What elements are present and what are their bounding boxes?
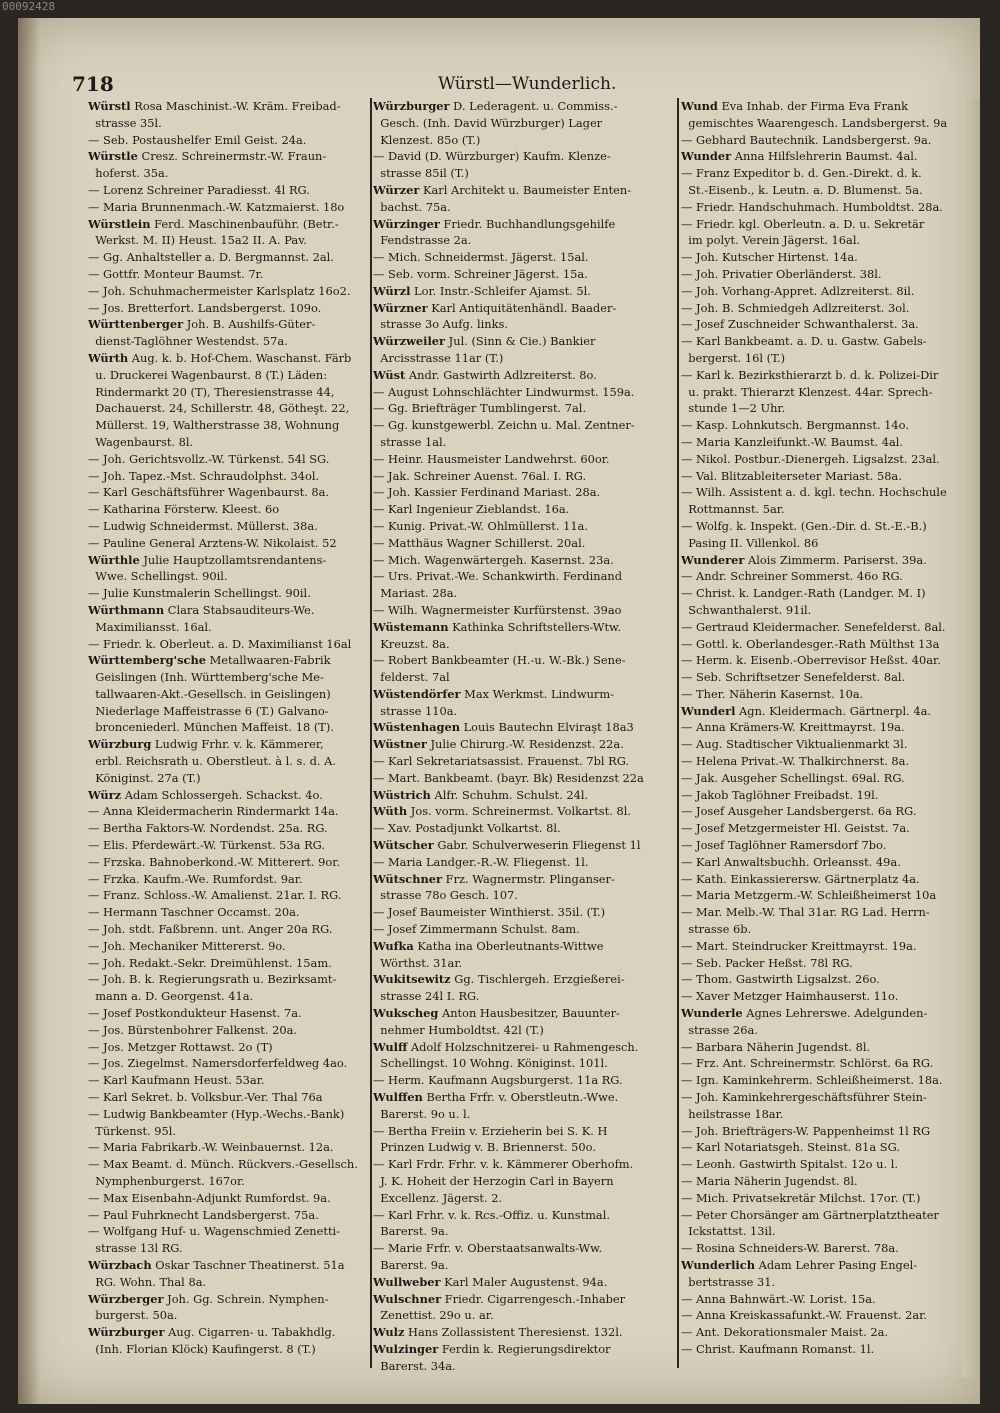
directory-entry: Würstl Rosa Maschinist.-W. Kräm. Freibad- xyxy=(88,99,341,113)
directory-entry: Wüstrich Alfr. Schuhm. Schulst. 24l. xyxy=(373,787,589,802)
directory-entry: — Jos. Ziegelmst. Namersdorferfeldweg 4ao. xyxy=(88,1056,348,1071)
directory-entry: — Ther. Näherin Kasernst. 10a. xyxy=(681,686,864,701)
directory-entry: strasse 24l I. RG. xyxy=(373,989,480,1004)
directory-entry: — Joh. Kaminkehrergeschäftsführer Stein- xyxy=(681,1090,927,1105)
directory-entry: Ickstattst. 13il. xyxy=(681,1224,776,1239)
directory-entry: — Jakob Taglöhner Freibadst. 19l. xyxy=(681,787,879,802)
directory-entry: — Karl Notariatsgeh. Steinst. 81a SG. xyxy=(681,1140,900,1155)
directory-entry: — Kasp. Lohnkutsch. Bergmannst. 14o. xyxy=(681,418,909,433)
directory-entry: — Josef Metzgermeister Hl. Geistst. 7a. xyxy=(681,821,910,836)
directory-entry: — Wolfgang Huf- u. Wagenschmied Zenetti- xyxy=(88,1224,341,1239)
directory-entry: Wunderlich Adam Lehrer Pasing Engel- xyxy=(681,1257,918,1272)
directory-entry: — Karl Sekret. b. Volksbur.-Ver. Thal 76a xyxy=(88,1090,323,1105)
directory-entry: — Gg. Briefträger Tumblingerst. 7al. xyxy=(373,401,587,416)
directory-entry: — Thom. Gastwirth Ligsalzst. 26o. xyxy=(681,972,880,987)
directory-entry: — Seb. Schriftsetzer Senefelderst. 8al. xyxy=(681,670,906,685)
directory-entry: Geislingen (Inh. Württemberg'sche Me- xyxy=(88,670,324,685)
directory-entry: Wwe. Schellingst. 90il. xyxy=(88,569,228,584)
directory-entry: Wüstemann Kathinka Schriftstellers-Wtw. xyxy=(373,619,622,634)
directory-entry: hoferst. 35a. xyxy=(88,166,169,181)
directory-entry: — Wolfg. k. Inspekt. (Gen.-Dir. d. St.-E.-B.) xyxy=(681,518,927,533)
directory-entry: erbl. Reichsrath u. Oberstleut. à l. s. d. A. xyxy=(88,754,337,769)
directory-entry: — August Lohnschlächter Lindwurmst. 159a. xyxy=(373,384,635,399)
directory-entry: Maximiliansst. 16al. xyxy=(88,619,212,634)
directory-entry: — Maria Landger.-R.-W. Fliegenst. 1l. xyxy=(373,854,589,869)
column-2 xyxy=(373,98,668,1375)
directory-entry: — Maria Kanzleifunkt.-W. Baumst. 4al. xyxy=(681,434,904,449)
directory-entry: heilstrasse 18ar. xyxy=(681,1106,784,1121)
directory-entry: Wunderle Agnes Lehrerswe. Adelgunden- xyxy=(681,1006,928,1021)
directory-entry: — Seb. Postaushelfer Emil Geist. 24a. xyxy=(88,132,307,147)
directory-entry: Wund Eva Inhab. der Firma Eva Frank xyxy=(681,99,908,113)
directory-entry: strasse 26a. xyxy=(681,1022,758,1037)
directory-entry: — Joh. Tapez.-Mst. Schraudolphst. 34ol. xyxy=(88,468,320,483)
directory-entry: strasse 110a. xyxy=(373,703,458,718)
directory-entry: Werkst. M. II) Heust. 15a2 II. A. Pav. xyxy=(88,233,307,248)
directory-entry: bachst. 75a. xyxy=(373,199,451,214)
directory-entry: — Mich. Privatsekretär Milchst. 17or. (T.) xyxy=(681,1190,921,1205)
directory-entry: — Joh. B. k. Regierungsrath u. Bezirksamt- xyxy=(88,972,337,987)
directory-entry: — Nikol. Postbur.-Dienergeh. Ligsalzst. 23al. xyxy=(681,451,940,466)
column-1 xyxy=(88,98,378,1358)
directory-entry: — Joh. stdt. Faßbrenn. unt. Anger 20a RG. xyxy=(88,922,333,937)
directory-entry: Dachauerst. 24, Schillerstr. 48, Götheşt. 22, xyxy=(88,401,350,416)
directory-entry: — Jak. Ausgeher Schellingst. 69al. RG. xyxy=(681,770,905,785)
directory-entry: Wunderl Agn. Kleidermach. Gärtnerpl. 4a. xyxy=(681,703,931,718)
directory-entry: Klenzest. 85o (T.) xyxy=(373,132,481,147)
directory-entry: — Joh. Schuhmachermeister Karlsplatz 16o2. xyxy=(88,283,351,298)
directory-entry: — Seb. Packer Heßst. 78l RG. xyxy=(681,955,853,970)
directory-entry: Rottmannst. 5ar. xyxy=(681,502,785,517)
directory-entry: strasse 85il (T.) xyxy=(373,166,469,181)
directory-entry: — Josef Baumeister Winthierst. 35il. (T.) xyxy=(373,905,606,920)
directory-entry: Würth Aug. k. b. Hof-Chem. Waschanst. Färb xyxy=(88,350,352,365)
directory-entry: Wüstendörfer Max Werkmst. Lindwurm- xyxy=(373,686,614,701)
directory-entry: — Maria Brunnenmach.-W. Katzmaierst. 18o xyxy=(88,199,345,214)
directory-entry: — Joh. B. Schmiedgeh Adlzreiterst. 3ol. xyxy=(681,300,910,315)
directory-entry: — Mich. Schneidermst. Jägerst. 15al. xyxy=(373,250,589,265)
directory-entry: Würthmann Clara Stabsauditeurs-We. xyxy=(88,602,315,617)
directory-entry: — Seb. vorm. Schreiner Jägerst. 15a. xyxy=(373,266,588,281)
directory-entry: Gesch. (Inh. David Würzburger) Lager xyxy=(373,115,603,130)
directory-entry: — Julie Kunstmalerin Schellingst. 90il. xyxy=(88,586,311,601)
directory-entry: Würzer Karl Architekt u. Baumeister Enten- xyxy=(373,182,632,197)
directory-entry: Wulzinger Ferdin k. Regierungsdirektor xyxy=(373,1341,611,1356)
directory-entry: — Joh. Redakt.-Sekr. Dreimühlenst. 15am. xyxy=(88,955,332,970)
directory-entry: — Kath. Einkassierersw. Gärtnerplatz 4a. xyxy=(681,871,920,886)
directory-entry: Excellenz. Jägerst. 2. xyxy=(373,1190,503,1205)
column-divider xyxy=(677,98,679,1368)
directory-entry: Würthle Julie Hauptzollamtsrendantens- xyxy=(88,552,327,567)
directory-entry: — Joh. Privatier Oberländerst. 38l. xyxy=(681,266,882,281)
directory-entry: — Gg. kunstgewerbl. Zeichn u. Mal. Zentner- xyxy=(373,418,635,433)
directory-entry: Würzl Lor. Instr.-Schleifer Ajamst. 5l. xyxy=(373,283,591,298)
directory-entry: Zenettist. 29o u. ar. xyxy=(373,1308,494,1323)
directory-entry: Barerst. 34a. xyxy=(373,1358,456,1373)
directory-entry: — Heinr. Hausmeister Landwehrst. 60or. xyxy=(373,451,610,466)
directory-entry: — Ant. Dekorationsmaler Maist. 2a. xyxy=(681,1325,888,1340)
directory-entry: — Mich. Wagenwärtergeh. Kasernst. 23a. xyxy=(373,552,614,567)
directory-entry: Barerst. 9o u. l. xyxy=(373,1106,471,1121)
directory-entry: — Maria Fabrikarb.-W. Weinbauernst. 12a. xyxy=(88,1140,334,1155)
directory-entry: — Gottl. k. Oberlandesger.-Rath Mülthst 13a xyxy=(681,636,940,651)
directory-entry: Wukitsewitz Gg. Tischlergeh. Erzgießerei- xyxy=(373,972,625,987)
directory-entry: — Pauline General Arztens-W. Nikolaist. 52 xyxy=(88,535,337,550)
directory-entry: Würstle Cresz. Schreinermstr.-W. Fraun- xyxy=(88,149,327,164)
directory-entry: — Anna Bahnwärt.-W. Lorist. 15a. xyxy=(681,1291,876,1306)
directory-entry: — Ludwig Bankbeamter (Hyp.-Wechs.-Bank) xyxy=(88,1106,345,1121)
directory-entry: J. K. Hoheit der Herzogin Carl in Bayern xyxy=(373,1174,614,1188)
directory-entry: — Karl Sekretariatsassist. Frauenst. 7bl RG. xyxy=(373,754,630,769)
directory-entry: Fendstrasse 2a. xyxy=(373,233,472,248)
directory-entry: — Karl Kaufmann Heust. 53ar. xyxy=(88,1073,265,1088)
directory-entry: — Jos. Metzger Rottawst. 2o (T) xyxy=(88,1039,273,1054)
directory-entry: — Christ. k. Landger.-Rath (Landger. M. I) xyxy=(681,586,926,601)
directory-entry: — Elis. Pferdewärt.-W. Türkenst. 53a RG. xyxy=(88,838,325,853)
directory-entry: — Frzska. Bahnoberkond.-W. Mitterert. 9or. xyxy=(88,854,341,869)
directory-entry: Württenberger Joh. B. Aushilfs-Güter- xyxy=(88,317,316,332)
directory-entry: stunde 1—2 Uhr. xyxy=(681,401,786,416)
directory-entry: u. Druckerei Wagenbaurst. 8 (T.) Läden: xyxy=(88,367,328,382)
directory-entry: Würzweiler Jul. (Sinn & Cie.) Bankier xyxy=(373,334,596,349)
directory-entry: mann a. D. Georgenst. 41a. xyxy=(88,989,254,1004)
directory-entry: — Friedr. Handschuhmach. Humboldtst. 28a. xyxy=(681,199,943,214)
directory-entry: — Karl Frdr. Frhr. v. k. Kämmerer Oberhofm. xyxy=(373,1157,634,1172)
directory-entry: — Mart. Bankbeamt. (bayr. Bk) Residenzst 22a xyxy=(373,770,644,785)
directory-entry: — Ign. Kaminkehrerm. Schleißheimerst. 18a. xyxy=(681,1073,943,1088)
directory-entry: Wulffen Bertha Frfr. v. Oberstleutn.-Wwe. xyxy=(373,1090,619,1105)
directory-entry: im polyt. Verein Jägerst. 16al. xyxy=(681,233,861,248)
directory-entry: Württemberg'sche Metallwaaren-Fabrik xyxy=(88,653,331,668)
directory-entry: Wüth Jos. vorm. Schreinermst. Volkartst. 8l. xyxy=(373,804,631,819)
directory-entry: strasse 78o Gesch. 107. xyxy=(373,888,518,903)
directory-entry: — Karl Frhr. v. k. Rcs.-Offiz. u. Kunstmal. xyxy=(373,1207,610,1222)
directory-entry: — Franz Expeditor b. d. Gen.-Direkt. d. k. xyxy=(681,166,922,181)
directory-entry: nehmer Humboldtst. 42l (T.) xyxy=(373,1022,544,1037)
directory-entry: Wulff Adolf Holzschnitzerei- u Rahmengesch. xyxy=(373,1039,639,1054)
directory-entry: — Ludwig Schneidermst. Müllerst. 38a. xyxy=(88,518,318,533)
directory-entry: — Maria Näherin Jugendst. 8l. xyxy=(681,1174,858,1188)
directory-entry: — Gebhard Bautechnik. Landsbergerst. 9a. xyxy=(681,132,932,147)
directory-entry: — Val. Blitzableiterseter Mariast. 58a. xyxy=(681,468,902,483)
directory-entry: Würzburg Ludwig Frhr. v. k. Kämmerer, xyxy=(88,737,324,752)
directory-entry: — Lorenz Schreiner Paradiesst. 4l RG. xyxy=(88,182,310,197)
directory-entry: felderst. 7al xyxy=(373,670,450,685)
directory-entry: — Barbara Näherin Jugendst. 8l. xyxy=(681,1039,871,1054)
directory-entry: — Gottfr. Monteur Baumst. 7r. xyxy=(88,266,264,281)
directory-entry: Kreuzst. 8a. xyxy=(373,636,450,651)
directory-entry: strasse 35l. xyxy=(88,115,162,130)
directory-entry: Wullweber Karl Maler Augustenst. 94a. xyxy=(373,1274,608,1289)
directory-entry: Barerst. 9a. xyxy=(373,1257,449,1272)
directory-entry: Wüstenhagen Louis Bautechn Elviraşt 18a3 xyxy=(373,720,634,735)
directory-entry: — Xaver Metzger Haimhauserst. 11o. xyxy=(681,989,899,1004)
directory-entry: burgerst. 50a. xyxy=(88,1308,178,1323)
directory-entry: — Karl Bankbeamt. a. D. u. Gastw. Gabels- xyxy=(681,334,927,349)
directory-entry: Würzburger Aug. Cigarren- u. Tabakhdlg. xyxy=(88,1325,336,1340)
directory-entry: — Karl k. Bezirksthierarzt b. d. k. Polizei-Dir xyxy=(681,367,939,382)
directory-entry: — Mar. Melb.-W. Thal 31ar. RG Lad. Herrn- xyxy=(681,905,930,920)
directory-entry: Wukscheg Anton Hausbesitzer, Bauunter- xyxy=(373,1006,620,1021)
directory-entry: Wüst Andr. Gastwirth Adlzreiterst. 8o. xyxy=(373,367,597,382)
directory-entry: — Jak. Schreiner Auenst. 76al. I. RG. xyxy=(373,468,587,483)
directory-entry: — David (D. Würzburger) Kaufm. Klenze- xyxy=(373,149,611,164)
directory-entry: Wüstner Julie Chirurg.-W. Residenzst. 22a. xyxy=(373,737,624,752)
directory-entry: — Anna Kreiskassafunkt.-W. Frauenst. 2ar. xyxy=(681,1308,927,1323)
directory-entry: — Frzka. Kaufm.-We. Rumfordst. 9ar. xyxy=(88,871,303,886)
directory-entry: gemischtes Waarengesch. Landsbergerst. 9a xyxy=(681,115,948,130)
directory-entry: u. prakt. Thierarzt Klenzest. 44ar. Sprech- xyxy=(681,384,933,399)
directory-entry: — Joh. Vorhang-Appret. Adlzreiterst. 8il. xyxy=(681,283,915,298)
directory-entry: — Leonh. Gastwirth Spitalst. 12o u. l. xyxy=(681,1157,899,1172)
directory-entry: — Gg. Anhaltsteller a. D. Bergmannst. 2al. xyxy=(88,250,334,265)
directory-entry: — Joh. Gerichtsvollz.-W. Türkenst. 54l SG. xyxy=(88,451,330,466)
directory-entry: Wütschner Frz. Wagnermstr. Plinganser- xyxy=(373,871,615,886)
directory-entry: — Max Beamt. d. Münch. Rückvers.-Gesellsch. xyxy=(88,1157,358,1172)
directory-entry: — Franz. Schloss.-W. Amalienst. 21ar. I. RG. xyxy=(88,888,342,903)
directory-entry: — Paul Fuhrknecht Landsbergerst. 75a. xyxy=(88,1207,319,1222)
directory-entry: Niederlage Maffeistrasse 6 (T.) Galvano- xyxy=(88,703,329,718)
directory-entry: bergerst. 16l (T.) xyxy=(681,350,786,365)
directory-entry: — Marie Frfr. v. Oberstaatsanwalts-Ww. xyxy=(373,1241,603,1256)
directory-entry: — Joh. Briefträgers-W. Pappenheimst 1l RG xyxy=(681,1123,931,1138)
directory-entry: Wufka Katha ina Oberleutnants-Wittwe xyxy=(373,938,604,953)
binding-shadow xyxy=(18,18,40,1404)
directory-entry: — Xav. Postadjunkt Volkartst. 8l. xyxy=(373,821,561,836)
directory-entry: — Herm. Kaufmann Augsburgerst. 11a RG. xyxy=(373,1073,623,1088)
directory-entry: — Gertraud Kleidermacher. Senefelderst. 8al. xyxy=(681,619,946,634)
directory-entry: — Josef Zuschneider Schwanthalerst. 3a. xyxy=(681,317,919,332)
directory-entry: Königinst. 27a (T.) xyxy=(88,770,201,785)
directory-entry: Schellingst. 10 Wohng. Königinst. 101l. xyxy=(373,1056,608,1071)
directory-entry: Wörthst. 31ar. xyxy=(373,955,463,970)
directory-entry: — Herm. k. Eisenb.-Oberrevisor Heßst. 40ar. xyxy=(681,653,941,668)
directory-entry: — Joh. Kassier Ferdinand Mariast. 28a. xyxy=(373,485,601,500)
directory-entry: RG. Wohn. Thal 8a. xyxy=(88,1274,207,1289)
directory-entry: — Rosina Schneiders-W. Barerst. 78a. xyxy=(681,1241,899,1256)
directory-entry: Arcisstrasse 11ar (T.) xyxy=(373,350,504,365)
directory-entry: bertstrasse 31. xyxy=(681,1274,776,1289)
directory-entry: — Mart. Steindrucker Kreittmayrst. 19a. xyxy=(681,938,917,953)
directory-entry: Würzbach Oskar Taschner Theatinerst. 51a xyxy=(88,1257,345,1272)
directory-entry: — Friedr. k. Oberleut. a. D. Maximilianst 16al xyxy=(88,636,352,651)
directory-entry: Würzner Karl Antiquitätenhändl. Baader- xyxy=(373,300,617,315)
directory-entry: Pasing II. Villenkol. 86 xyxy=(681,535,819,550)
directory-entry: tallwaaren-Akt.-Gesellsch. in Geislingen) xyxy=(88,686,331,701)
directory-entry: — Josef Taglöhner Ramersdorf 7bo. xyxy=(681,838,887,853)
directory-entry: — Joh. Mechaniker Mittererst. 9o. xyxy=(88,938,286,953)
page-number: 718 xyxy=(72,72,114,96)
directory-entry: Würz Adam Schlossergeh. Schackst. 4o. xyxy=(88,787,323,802)
directory-entry: — Karl Ingenieur Zieblandst. 16a. xyxy=(373,502,570,517)
directory-entry: Schwanthalerst. 91il. xyxy=(681,602,812,617)
directory-entry: Müllerst. 19, Waltherstrasse 38, Wohnung xyxy=(88,418,340,433)
directory-entry: Barerst. 9a. xyxy=(373,1224,449,1239)
directory-entry: — Max Eisenbahn-Adjunkt Rumfordst. 9a. xyxy=(88,1190,331,1205)
directory-entry: Wunderer Alois Zimmerm. Pariserst. 39a. xyxy=(681,552,927,567)
directory-entry: St.-Eisenb., k. Leutn. a. D. Blumenst. 5a. xyxy=(681,182,923,197)
directory-entry: — Anna Krämers-W. Kreittmayrst. 19a. xyxy=(681,720,905,735)
directory-entry: — Josef Postkondukteur Hasenst. 7a. xyxy=(88,1006,302,1021)
directory-entry: Mariast. 28a. xyxy=(373,586,458,601)
directory-entry: — Joh. Kutscher Hirtenst. 14a. xyxy=(681,250,858,265)
directory-entry: — Bertha Freiin v. Erzieherin bei S. K. H xyxy=(373,1123,608,1138)
directory-entry: — Josef Ausgeher Landsbergerst. 6a RG. xyxy=(681,804,917,819)
directory-entry: dienst-Taglöhner Westendst. 57a. xyxy=(88,334,288,349)
directory-entry: — Anna Kleidermacherin Rindermarkt 14a. xyxy=(88,804,339,819)
column-3 xyxy=(681,98,971,1358)
directory-entry: Wulschner Friedr. Cigarrengesch.-Inhaber xyxy=(373,1291,626,1306)
directory-entry: — Helena Privat.-W. Thalkirchnerst. 8a. xyxy=(681,754,910,769)
directory-entry: — Katharina Försterw. Kleest. 6o xyxy=(88,502,280,517)
directory-entry: — Karl Anwaltsbuchh. Orleansst. 49a. xyxy=(681,854,901,869)
directory-entry: Rindermarkt 20 (T), Theresienstrasse 44, xyxy=(88,384,335,399)
directory-entry: — Aug. Stadtischer Viktualienmarkt 3l. xyxy=(681,737,908,752)
directory-entry: Würzburger D. Lederagent. u. Commiss.- xyxy=(373,99,618,113)
directory-entry: — Hermann Taschner Occamst. 20a. xyxy=(88,905,300,920)
directory-entry: — Kunig. Privat.-W. Ohlmüllerst. 11a. xyxy=(373,518,588,533)
directory-entry: — Peter Chorsänger am Gärtnerplatztheater xyxy=(681,1207,939,1222)
scan-id: 00092428 xyxy=(2,0,55,13)
directory-entry: strasse 13l RG. xyxy=(88,1241,183,1256)
directory-entry: — Urs. Privat.-We. Schankwirth. Ferdinand xyxy=(373,569,623,584)
directory-entry: — Friedr. kgl. Oberleutn. a. D. u. Sekretär xyxy=(681,216,925,231)
directory-entry: Türkenst. 95l. xyxy=(88,1123,177,1138)
directory-entry: — Wilh. Wagnermeister Kurfürstenst. 39ao xyxy=(373,602,622,617)
directory-entry: strasse 6b. xyxy=(681,922,752,937)
directory-entry: Wütscher Gabr. Schulverweserin Fliegenst 1l xyxy=(373,838,641,853)
directory-entry: Würzberger Joh. Gg. Schrein. Nymphen- xyxy=(88,1291,329,1306)
directory-entry: Wagenbaurst. 8l. xyxy=(88,434,194,449)
directory-entry: Würzinger Friedr. Buchhandlungsgehilfe xyxy=(373,216,616,231)
directory-page xyxy=(18,18,980,1404)
directory-entry: Wunder Anna Hilfslehrerin Baumst. 4al. xyxy=(681,149,918,164)
next-page-edge xyxy=(962,98,980,1378)
directory-entry: Nymphenburgerst. 167or. xyxy=(88,1174,245,1188)
directory-entry: — Karl Geschäftsführer Wagenbaurst. 8a. xyxy=(88,485,330,500)
directory-entry: — Jos. Bretterfort. Landsbergerst. 109o. xyxy=(88,300,322,315)
directory-entry: — Jos. Bürstenbohrer Falkenst. 20a. xyxy=(88,1022,298,1037)
directory-entry: strasse 1al. xyxy=(373,434,447,449)
directory-entry: bronceniederl. München Maffeist. 18 (T). xyxy=(88,720,334,735)
directory-entry: — Wilh. Assistent a. d. kgl. techn. Hochschule xyxy=(681,485,947,500)
directory-entry: strasse 3o Aufg. links. xyxy=(373,317,508,332)
directory-entry: (Inh. Florian Klöck) Kaufingerst. 8 (T.) xyxy=(88,1341,316,1356)
directory-entry: — Christ. Kaufmann Romanst. 1l. xyxy=(681,1341,875,1356)
running-head: Würstl—Wunderlich. xyxy=(438,74,617,94)
directory-entry: — Josef Zimmermann Schulst. 8am. xyxy=(373,922,580,937)
directory-entry: — Frz. Ant. Schreinermstr. Schlörst. 6a RG. xyxy=(681,1056,934,1071)
directory-entry: Prinzen Ludwig v. B. Briennerst. 50o. xyxy=(373,1140,596,1155)
directory-entry: Wulz Hans Zollassistent Theresienst. 132l. xyxy=(373,1325,623,1340)
directory-entry: — Robert Bankbeamter (H.-u. W.-Bk.) Sene- xyxy=(373,653,626,668)
directory-entry: Würstlein Ferd. Maschinenbauführ. (Betr.- xyxy=(88,216,339,231)
directory-entry: — Maria Metzgerm.-W. Schleißheimerst 10a xyxy=(681,888,937,903)
directory-entry: — Bertha Faktors-W. Nordendst. 25a. RG. xyxy=(88,821,328,836)
directory-entry: — Matthäus Wagner Schillerst. 20al. xyxy=(373,535,586,550)
directory-entry: — Andr. Schreiner Sommerst. 46o RG. xyxy=(681,569,903,584)
